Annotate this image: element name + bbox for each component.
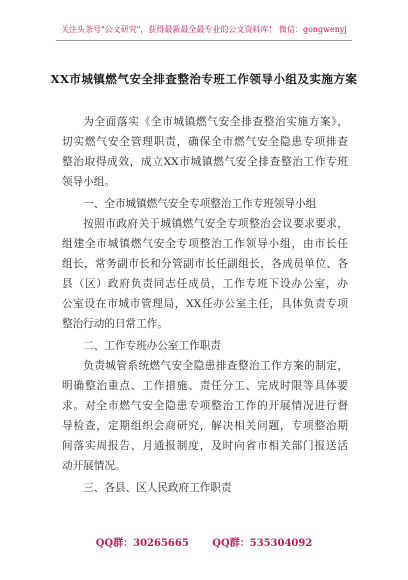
intro-paragraph <box>62 112 348 192</box>
footer-qq-group-2: QQ群：535304092 <box>212 538 313 549</box>
section-1-line: 组长，常务副市长和分管副市长任副组长，各成员单位、各 <box>62 258 348 270</box>
section-2-line: 明确整治重点、工作措施、责任分工、完成时限等具体要 <box>62 380 348 392</box>
document-body <box>62 112 348 498</box>
section-1-line: 整治行动的日常工作。 <box>62 318 168 330</box>
section-2-line: 求。对全市燃气安全隐患专项整治工作的开展情况进行督 <box>62 400 348 412</box>
intro-line: 整治取得成效，成立XX市城镇燃气安全排查整治工作专班 <box>62 156 348 168</box>
intro-line: 为全面落实《全市城镇燃气安全排查整治实施方案》， <box>83 116 348 128</box>
section-2-paragraph <box>62 356 348 476</box>
intro-line: 领导小组。 <box>62 176 115 188</box>
section-2-line: 间落实周报告、月通报制度，及时向省市相关部门报送活 <box>62 440 348 452</box>
section-1-paragraph <box>62 214 348 334</box>
document-title: XX市城镇燃气安全排查整治专班工作领导小组及实施方案 <box>50 72 358 86</box>
section-1-line: 县（区）政府负责同志任成员，工作专班下设办公室，办 <box>62 278 348 290</box>
section-2-line: 动开展情况。 <box>62 460 126 472</box>
section-1-heading: 一、全市城镇燃气安全专项整治工作专班领导小组 <box>83 198 317 210</box>
footer-qq-group-1: QQ群：30265665 <box>95 538 189 549</box>
section-1-line: 公室设在市城市管理局，XX任办公室主任，具体负责专项 <box>62 298 348 310</box>
section-2-line: 导检查，定期组织会商研究，解决相关问题，专项整治期 <box>62 420 348 432</box>
section-2-line: 负责城管系统燃气安全隐患排查整治工作方案的制定， <box>83 360 348 372</box>
footer-contacts <box>0 534 408 549</box>
header-divider <box>56 40 352 41</box>
intro-line: 切实燃气安全管理职责，确保全市燃气安全隐患专项排查 <box>62 136 348 148</box>
section-1-line: 按照市政府关于城镇燃气安全专项整治会议要求要求， <box>83 218 348 230</box>
section-1-line: 组建全市城镇燃气安全专项整治工作领导小组，由市长任 <box>62 238 348 250</box>
section-2-heading: 二、工作专班办公室工作职责 <box>83 340 221 352</box>
header-note: 关注头条号"公文研究"，获得最新最全最专业的公文资料库！ 微信：gongwenyj <box>61 25 347 34</box>
section-3-heading: 三、各县、区人民政府工作职责 <box>83 482 232 494</box>
